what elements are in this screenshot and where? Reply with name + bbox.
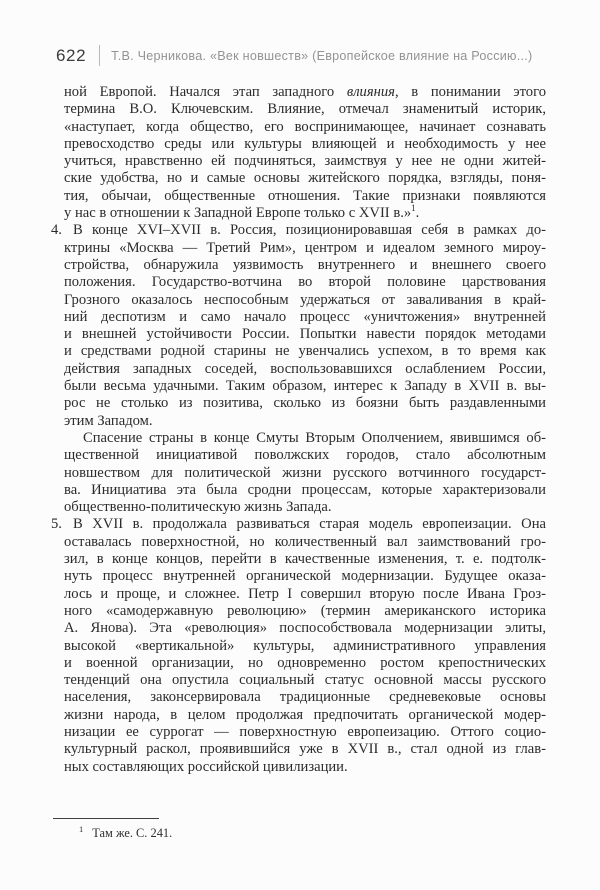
text-line: общественно-политическую жизнь Запада. [64, 499, 332, 516]
text-line: А. Янова). Эта «революция» поспособствовала модернизации элиты, [64, 620, 546, 637]
text-line: 5. В XVII в. продолжала развиваться старая модель европеизации. Она [51, 516, 546, 533]
text-line: зил, в конце концов, перейти в качественные изменения, т. е. подтолк- [64, 551, 546, 568]
text-line: «наступает, когда общество, его воспринимающее, начинает сознавать [64, 118, 546, 135]
text-line: и военной организации, но одновременно ростом крепостнических [64, 654, 546, 671]
footnote-area [53, 818, 535, 841]
body-text [51, 84, 546, 776]
text-line: лось и проще, и сложнее. Петр I совершил вторую после Ивана Гроз- [64, 585, 546, 602]
text-line: населения, законсервировала традиционные средневековые основы [64, 689, 546, 706]
list-item-4-addendum [64, 430, 546, 516]
text-line: ские удобства, но и самые основы житейского порядка, взгляды, поня- [64, 170, 546, 187]
header-divider [99, 45, 100, 66]
text-line: нуть процесс внутренней органической модернизации. Будущее оказа- [64, 568, 546, 585]
list-number: 4. [51, 222, 62, 239]
list-item-4 [51, 222, 546, 430]
text-line: ной Европой. Начался этап западного влияния, в понимании этого [64, 84, 546, 100]
text-line: этим Западом. [64, 412, 153, 429]
running-title: Т.В. Черникова. «Век новшеств» (Европейское влияние на Россию...) [111, 48, 533, 63]
text-line: и средствами родной старины не увенчались успехом, в то время как [64, 343, 546, 360]
text-line: щественной инициативой поволжских городов, стало абсолютным [64, 447, 546, 464]
text-line: превосходство среды или культуры влияющей и необходимость у нее [64, 135, 546, 152]
text-line: положения. Государство-вотчина во второй половине царствования [64, 274, 546, 291]
text-line: жизни народа, в целом продолжая предпочитать органической модер- [64, 706, 546, 723]
text-line: ний деспотизм и само начало процесс «уничтожения» внутренней [64, 308, 546, 325]
list-number: 5. [51, 516, 62, 533]
text-line: термина В.О. Ключевским. Влияние, отмечал знаменитый историк, [64, 101, 546, 118]
text-line: ных составляющих российской цивилизации. [64, 758, 348, 775]
text-line: ва. Инициатива эта была сродни процессам, которые характеризовали [64, 481, 546, 498]
text-line: учиться, нравственно ей подчиняться, заимствуя у нее не одни житей- [64, 153, 546, 170]
text-line: высокой «вертикальной» культуры, административного управления [64, 637, 546, 654]
text-line: Грозного оказалось неспособным удержаться от заваливания в край- [64, 291, 546, 308]
text-line: оставалась поверхностной, но количественный вал заимствований гро- [64, 533, 546, 550]
text-line: стройства, обнаружила уязвимость внутреннего и внешнего своего [64, 256, 546, 273]
text-line: ного «самодержавную революцию» (термин американского историка [64, 602, 546, 619]
text-line: новшеством для политической жизни русского вотчинного государст- [64, 464, 546, 481]
footnote-rule [53, 818, 159, 819]
text-line: действия западных соседей, воспользовавшихся ослаблением России, [64, 360, 546, 377]
text-line: Спасение страны в конце Смуты Вторым Ополчением, явившимся об- [83, 429, 546, 446]
text-line: тия, обычаи, общественные отношения. Такие признаки появляются [64, 187, 546, 204]
footnote-marker: 1 [79, 824, 84, 834]
list-item-5 [51, 516, 546, 775]
page-number: 622 [56, 45, 87, 65]
text-line: ктрины «Москва — Третий Рим», центром и идеалом земного мироу- [64, 239, 546, 256]
running-header [56, 45, 560, 66]
text-line: низации ее суррогат — поверхностную европеизацию. Оттого социо- [64, 723, 546, 740]
text-line: и внешней устойчивости России. Попытки навести порядок методами [64, 326, 546, 343]
text-line: рос не столько из позитива, сколько из боязни быть раздавленными [64, 395, 546, 412]
text-line: тенденций она опустила социальный статус основной массы русского [64, 672, 546, 689]
footnote [53, 824, 535, 841]
footnote-text: Там же. С. 241. [92, 826, 173, 841]
text-line: были весьма удачными. Таким образом, интерес к Западу в XVII в. вы- [64, 378, 546, 395]
text-line: культурный раскол, проявившийся уже в XVII в., стал одной из глав- [64, 741, 546, 758]
paragraph-continuation [64, 84, 546, 222]
text-line: у нас в отношении к Западной Европе только с XVII в.»$^1$. [64, 203, 420, 222]
text-line: 4. В конце XVI–XVII в. Россия, позиционировавшая себя в рамках до- [51, 222, 546, 239]
